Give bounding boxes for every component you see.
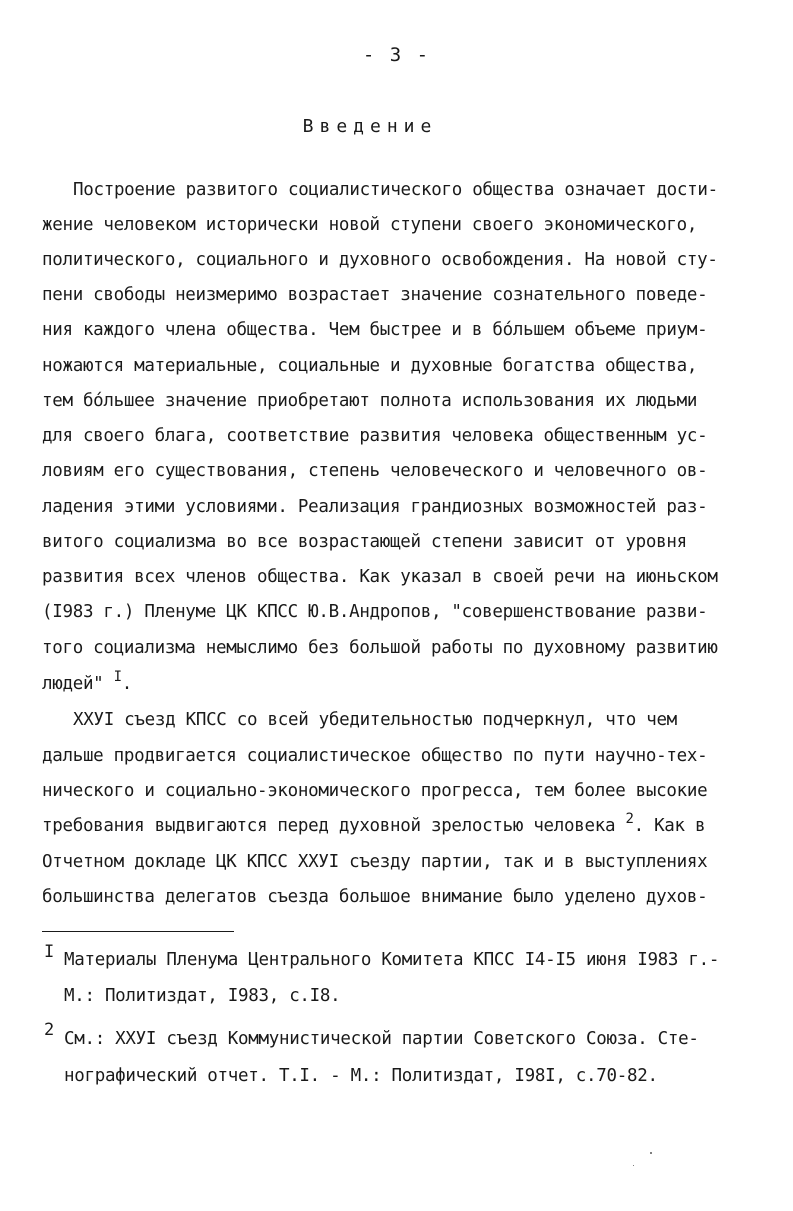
text-line: ладения этими условиями. Реализация грандиозных возможностей раз-: [42, 497, 708, 517]
footnote-1-mark: I: [44, 942, 55, 962]
text-line: ножаются материальные, социальные и духовные богатства общества,: [42, 356, 698, 376]
text-line: политического, социального и духовного освобождения. На новой сту-: [42, 250, 718, 270]
text-fragment: требования выдвигаются перед духовной зрелостью человека: [42, 816, 626, 836]
text-line: Отчетном докладе ЦК КПСС ХХУI съезду партии, так и в выступлениях: [42, 852, 708, 872]
footnote-2-line: См.: ХХУI съезд Коммунистической партии Советского Союза. Сте-: [64, 1029, 699, 1049]
scan-speck: [650, 1152, 652, 1154]
text-line: пени свободы неизмеримо возрастает значение сознательного поведе-: [42, 285, 708, 305]
text-line-with-ref: [42, 669, 133, 695]
text-line: развития всех членов общества. Как указал в своей речи на июньском: [42, 567, 718, 587]
footnote-2-line: нографический отчет. Т.I. - М.: Политиздат, I98I, с.70-82.: [64, 1066, 658, 1086]
text-line: нического и социально-экономического прогресса, тем более высокие: [42, 781, 708, 801]
text-fragment: . Как в: [633, 816, 706, 836]
text-line: того социализма немыслимо без большой работы по духовному развитию: [42, 638, 718, 658]
text-line: для своего блага, соответствие развития человека общественным ус-: [42, 426, 708, 446]
text-line: дальше продвигается социалистическое общество по пути научно-тех-: [42, 746, 708, 766]
text-line: ния каждого члена общества. Чем быстрее и в бо́льшем объеме приум-: [42, 320, 708, 340]
text-line: ХХУI съезд КПСС со всей убедительностью подчеркнул, что чем: [73, 710, 677, 730]
text-line: большинства делегатов съезда большое внимание было уделено духов-: [42, 887, 708, 907]
text-line: ловиям его существования, степень человеческого и человечного ов-: [42, 461, 708, 481]
text-line: Построение развитого социалистического общества означает дости-: [73, 180, 718, 200]
footnote-ref-2: 2: [625, 811, 634, 827]
text-line: витого социализма во все возрастающей степени зависит от уровня: [42, 532, 687, 552]
section-heading: Введение: [302, 116, 438, 137]
text-fragment: .: [121, 674, 133, 694]
footnote-divider: [42, 931, 234, 932]
text-fragment: людей": [42, 674, 114, 694]
footnote-2-mark: 2: [44, 1020, 55, 1040]
text-line: (I983 г.) Пленуме ЦК КПСС Ю.В.Андропов, "совершенствование разви-: [42, 602, 708, 622]
footnote-ref-1: I: [113, 669, 122, 685]
text-line: жение человеком исторически новой ступени своего экономического,: [42, 215, 698, 235]
text-line: тем бо́льшее значение приобретают полнота использования их людьми: [42, 391, 698, 411]
scan-speck: [633, 1165, 634, 1166]
footnote-1-line: М.: Политиздат, I983, с.I8.: [64, 986, 341, 1006]
text-line-with-ref: [42, 811, 706, 837]
footnote-1-line: Материалы Пленума Центрального Комитета КПСС I4-I5 июня I983 г.-: [64, 950, 720, 970]
page-number: - 3 -: [362, 44, 431, 66]
